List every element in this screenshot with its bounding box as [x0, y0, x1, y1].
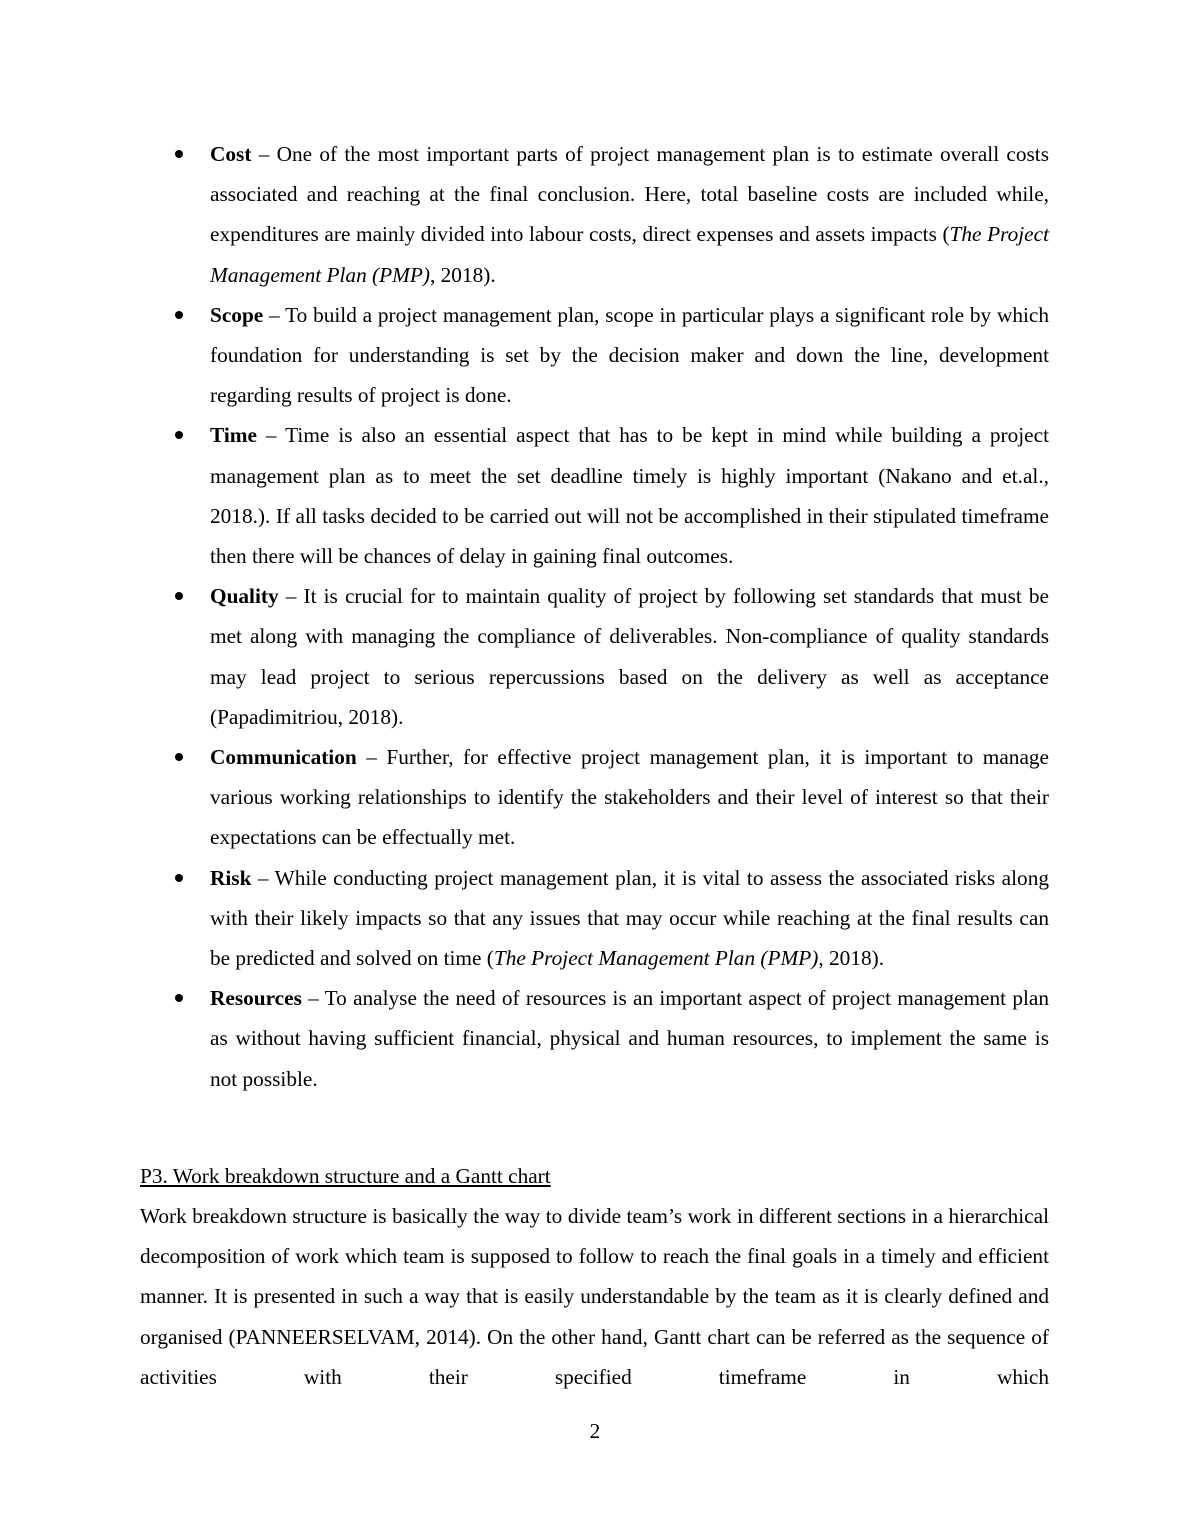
bullet-text: – One of the most important parts of project management plan is to estimate overall costs associated and reaching at the final conclusion. Here, total baseline costs are included while, expenditures are mainly divided into labour costs, direct expenses and assets impacts ( — [210, 142, 1049, 247]
bullet-text: – It is crucial for to maintain quality of project by following set standards that must be met along with managing the compliance of deliverables. Non-compliance of quality standards may lead project to serious repercussions based on the delivery as well as acceptance (Papadimitriou, 2018). — [210, 584, 1049, 729]
bullet-term: Communication — [210, 745, 357, 770]
bullet-icon — [175, 150, 183, 158]
bullet-term: Quality — [210, 584, 279, 609]
bullet-list — [140, 134, 1049, 1099]
bullet-item-time — [140, 415, 1049, 576]
bullet-term: Scope — [210, 302, 264, 327]
page-number: 2 — [589, 1419, 601, 1443]
bullet-citation-italic: The Project Management Plan (PMP) — [493, 946, 819, 971]
bullet-text-after: , 2018). — [430, 262, 496, 287]
bullet-icon — [175, 431, 183, 439]
bullet-term: Risk — [210, 865, 252, 890]
bullet-text-after: , 2018). — [818, 946, 885, 971]
bullet-text: – Time is also an essential aspect that has to be kept in mind while building a project management plan as to meet the set deadline timely is highly important (Nakano and et.al., 2018.). If all tasks decided to be carried out will not be accomplished in their stipulated timeframe then there will be chances of delay in gaining final outcomes. — [210, 423, 1049, 569]
bullet-citation-italic: The Project Management Plan (PMP) — [210, 222, 1049, 287]
bullet-item-quality — [140, 576, 1049, 737]
bullet-icon — [175, 874, 183, 882]
bullet-term: Time — [210, 423, 257, 448]
bullet-item-cost — [140, 134, 1049, 295]
bullet-item-scope — [140, 295, 1049, 416]
bullet-term: Cost — [210, 142, 252, 166]
bullet-term: Resources — [210, 986, 302, 1011]
bullet-text: – Further, for effective project management plan, it is important to manage various working relationships to identify the stakeholders and their level of interest so that their expectations can be effectually met. — [210, 745, 1049, 850]
bullet-item-risk — [140, 858, 1049, 979]
bullet-icon — [175, 592, 183, 600]
bullet-text: – While conducting project management plan, it is vital to assess the associated risks along with their likely impacts so that any issues that may occur while reaching at the final results can be predicted and solved on time ( — [210, 865, 1049, 971]
bullet-item-resources — [140, 978, 1049, 1099]
bullet-icon — [175, 753, 183, 761]
bullet-item-communication — [140, 737, 1049, 858]
bullet-icon — [175, 311, 183, 319]
section-paragraph: Work breakdown structure is basically the way to divide team’s work in different sections in a hierarchical decomposition of work which team is supposed to follow to reach the final goals in a timely and efficient manner. It is presented in such a way that is easily understandable by the team as it is clearly defined and organised (PANNEERSELVAM, 2014). On the other hand, Gantt chart can be referred as the sequence of activities with their specified timeframe in which — [140, 1204, 1049, 1389]
bullet-icon — [175, 994, 183, 1002]
section-heading: P3. Work breakdown structure and a Gantt chart — [140, 1164, 551, 1188]
bullet-text: – To analyse the need of resources is an important aspect of project management plan as without having sufficient financial, physical and human resources, to implement the same is not possible. — [210, 986, 1049, 1091]
bullet-text: – To build a project management plan, scope in particular plays a significant role by which foundation for understanding is set by the decision maker and down the line, development regarding results of project is done. — [210, 302, 1049, 408]
